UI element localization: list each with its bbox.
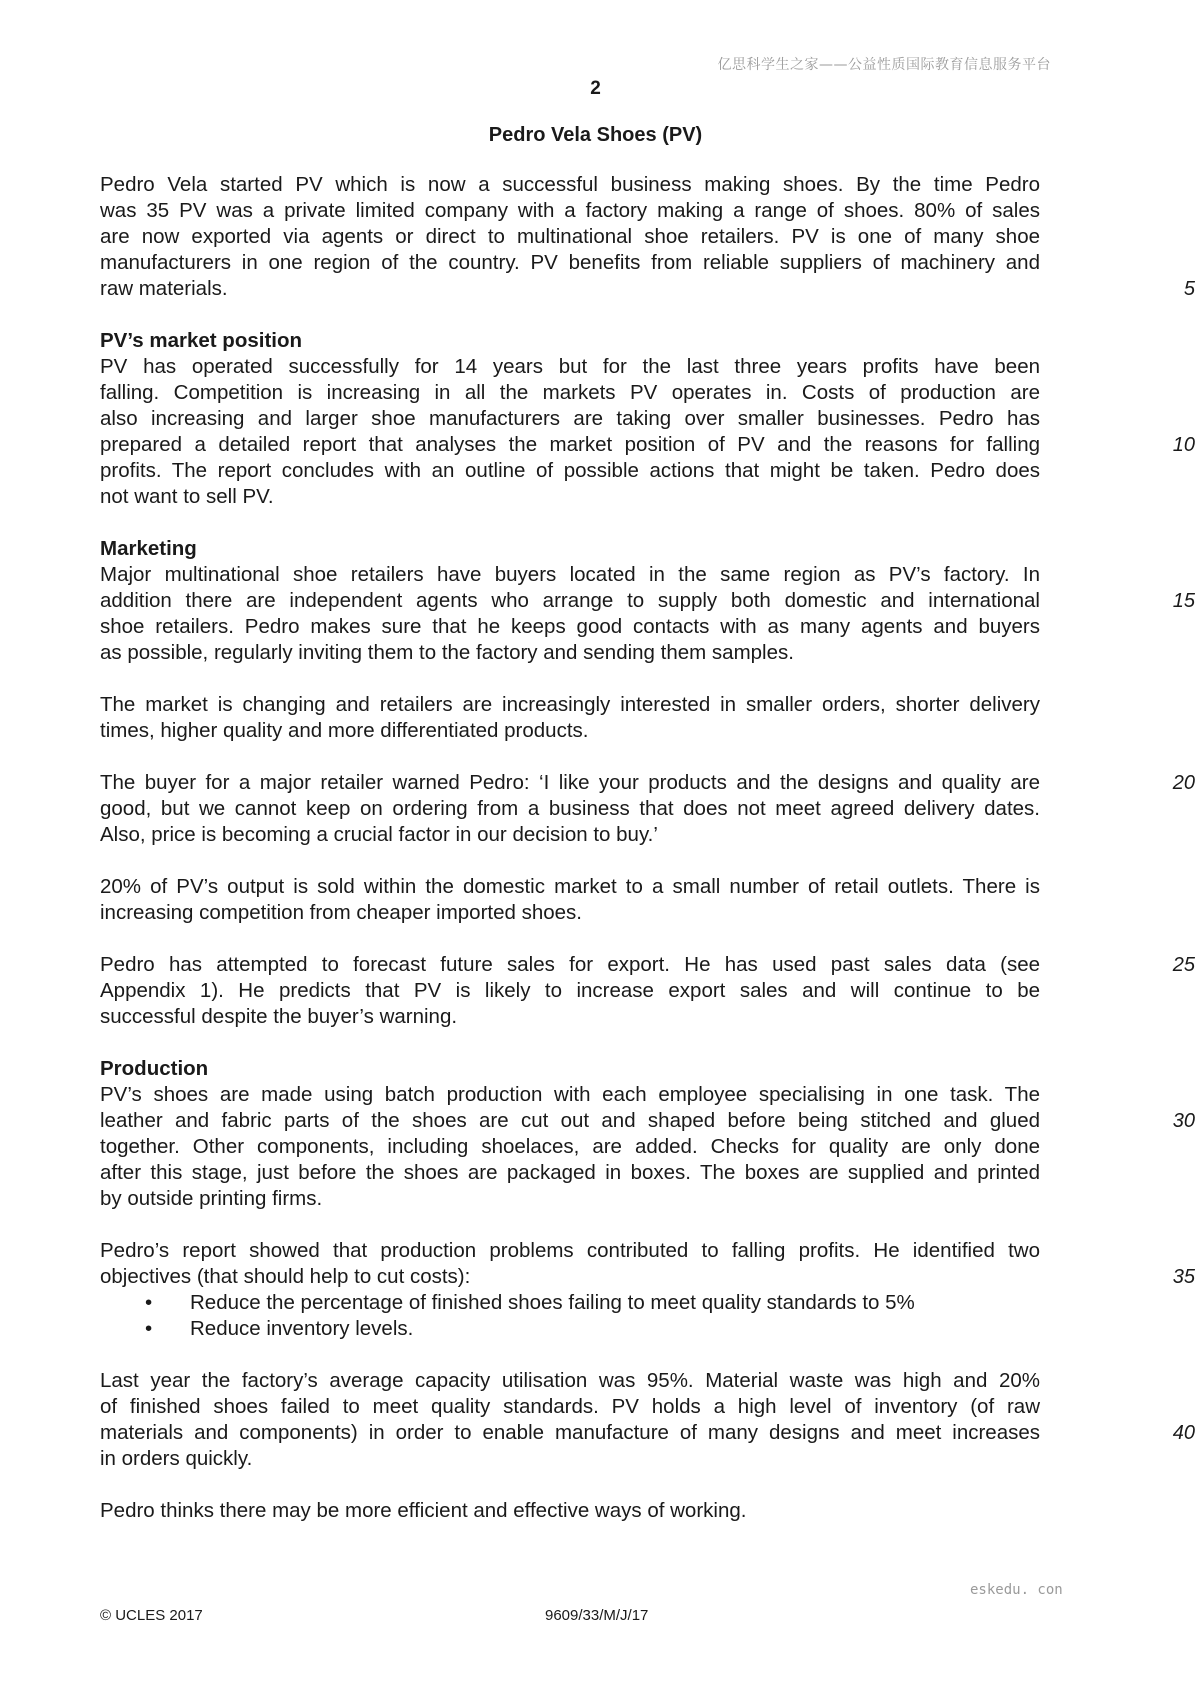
bullet-icon: • bbox=[145, 1291, 153, 1314]
section-heading-market-position: PV’s market position bbox=[100, 329, 303, 352]
text-line: raw materials. 5 bbox=[100, 277, 1195, 300]
text-line: Pedro Vela started PV which is now a successful business making shoes. By the time Pedro bbox=[100, 173, 1040, 196]
line-number: 30 bbox=[1172, 1110, 1195, 1132]
watermark-bottom: eskedu. con bbox=[970, 1582, 1063, 1598]
text-line: Pedro has attempted to forecast future sales for export. He has used past sales data (see 25 bbox=[100, 953, 1195, 976]
text-line: addition there are independent agents who arrange to supply both domestic and international 15 bbox=[100, 589, 1195, 612]
text-line: leather and fabric parts of the shoes are cut out and shaped before being stitched and glued 30 bbox=[100, 1109, 1195, 1132]
text-line: increasing competition from cheaper imported shoes. bbox=[100, 901, 582, 924]
text-line: in orders quickly. bbox=[100, 1447, 253, 1470]
text-line: Pedro thinks there may be more efficient and effective ways of working. bbox=[100, 1499, 747, 1522]
text-line: falling. Competition is increasing in all the markets PV operates in. Costs of production are bbox=[100, 381, 1040, 404]
text-line: shoe retailers. Pedro makes sure that he keeps good contacts with as many agents and buyers bbox=[100, 615, 1040, 638]
footer-paper-code: 9609/33/M/J/17 bbox=[545, 1607, 649, 1624]
text-line: together. Other components, including shoelaces, are added. Checks for quality are only done bbox=[100, 1135, 1040, 1158]
text-line: PV has operated successfully for 14 years but for the last three years profits have been bbox=[100, 355, 1040, 378]
text-line: manufacturers in one region of the country. PV benefits from reliable suppliers of machinery and bbox=[100, 251, 1040, 274]
text-line: was 35 PV was a private limited company with a factory making a range of shoes. 80% of sales bbox=[100, 199, 1040, 222]
text-line: as possible, regularly inviting them to the factory and sending them samples. bbox=[100, 641, 794, 664]
line-number: 25 bbox=[1172, 954, 1195, 976]
text-line: good, but we cannot keep on ordering from a business that does not meet agreed delivery dates. bbox=[100, 797, 1040, 820]
text-line: profits. The report concludes with an outline of possible actions that might be taken. Pedro does bbox=[100, 459, 1040, 482]
text-line: also increasing and larger shoe manufacturers are taking over smaller businesses. Pedro has bbox=[100, 407, 1040, 430]
section-heading-production: Production bbox=[100, 1057, 209, 1080]
line-number: 40 bbox=[1172, 1422, 1195, 1444]
document-title: Pedro Vela Shoes (PV) bbox=[488, 124, 703, 146]
text-line: 20% of PV’s output is sold within the domestic market to a small number of retail outlets. There is bbox=[100, 875, 1040, 898]
bullet-item: • Reduce the percentage of finished shoes failing to meet quality standards to 5% bbox=[145, 1291, 915, 1314]
line-number: 10 bbox=[1172, 434, 1195, 456]
text-line: The buyer for a major retailer warned Pedro: ‘I like your products and the designs and quality are 20 bbox=[100, 771, 1195, 794]
text-line: Pedro’s report showed that production problems contributed to falling profits. He identified two bbox=[100, 1239, 1040, 1262]
text-line: materials and components) in order to enable manufacture of many designs and meet increases 40 bbox=[100, 1421, 1195, 1444]
line-number: 5 bbox=[1183, 278, 1195, 300]
text-line: prepared a detailed report that analyses the market position of PV and the reasons for falling 10 bbox=[100, 433, 1195, 456]
bullet-icon: • bbox=[145, 1317, 153, 1340]
line-number: 35 bbox=[1172, 1266, 1195, 1288]
bullet-item: • Reduce inventory levels. bbox=[145, 1317, 414, 1340]
text-line: The market is changing and retailers are increasingly interested in smaller orders, shorter delivery bbox=[100, 693, 1040, 716]
document-body bbox=[100, 172, 1195, 1524]
text-line: Last year the factory’s average capacity utilisation was 95%. Material waste was high and 20% bbox=[100, 1369, 1040, 1392]
footer-copyright: © UCLES 2017 bbox=[100, 1607, 203, 1624]
line-number: 15 bbox=[1172, 590, 1195, 612]
text-line: are now exported via agents or direct to multinational shoe retailers. PV is one of many shoe bbox=[100, 225, 1040, 248]
line-number: 20 bbox=[1172, 772, 1195, 794]
text-line: Appendix 1). He predicts that PV is likely to increase export sales and will continue to be bbox=[100, 979, 1040, 1002]
text-line: times, higher quality and more differentiated products. bbox=[100, 719, 589, 742]
section-heading-marketing: Marketing bbox=[100, 537, 197, 560]
text-line: after this stage, just before the shoes are packaged in boxes. The boxes are supplied and printed bbox=[100, 1161, 1040, 1184]
text-line: not want to sell PV. bbox=[100, 485, 274, 508]
text-line: Also, price is becoming a crucial factor in our decision to buy.’ bbox=[100, 823, 658, 846]
page-number: 2 bbox=[590, 78, 601, 99]
watermark-top: 亿思科学生之家——公益性质国际教育信息服务平台 bbox=[717, 57, 1051, 73]
text-line: successful despite the buyer’s warning. bbox=[100, 1005, 458, 1028]
text-line: Major multinational shoe retailers have buyers located in the same region as PV’s factory. In bbox=[100, 563, 1040, 586]
text-line: objectives (that should help to cut costs): 35 bbox=[100, 1265, 1195, 1288]
text-line: PV’s shoes are made using batch production with each employee specialising in one task. The bbox=[100, 1083, 1040, 1106]
text-line: by outside printing firms. bbox=[100, 1187, 323, 1210]
text-line: of finished shoes failed to meet quality standards. PV holds a high level of inventory (of raw bbox=[100, 1395, 1040, 1418]
